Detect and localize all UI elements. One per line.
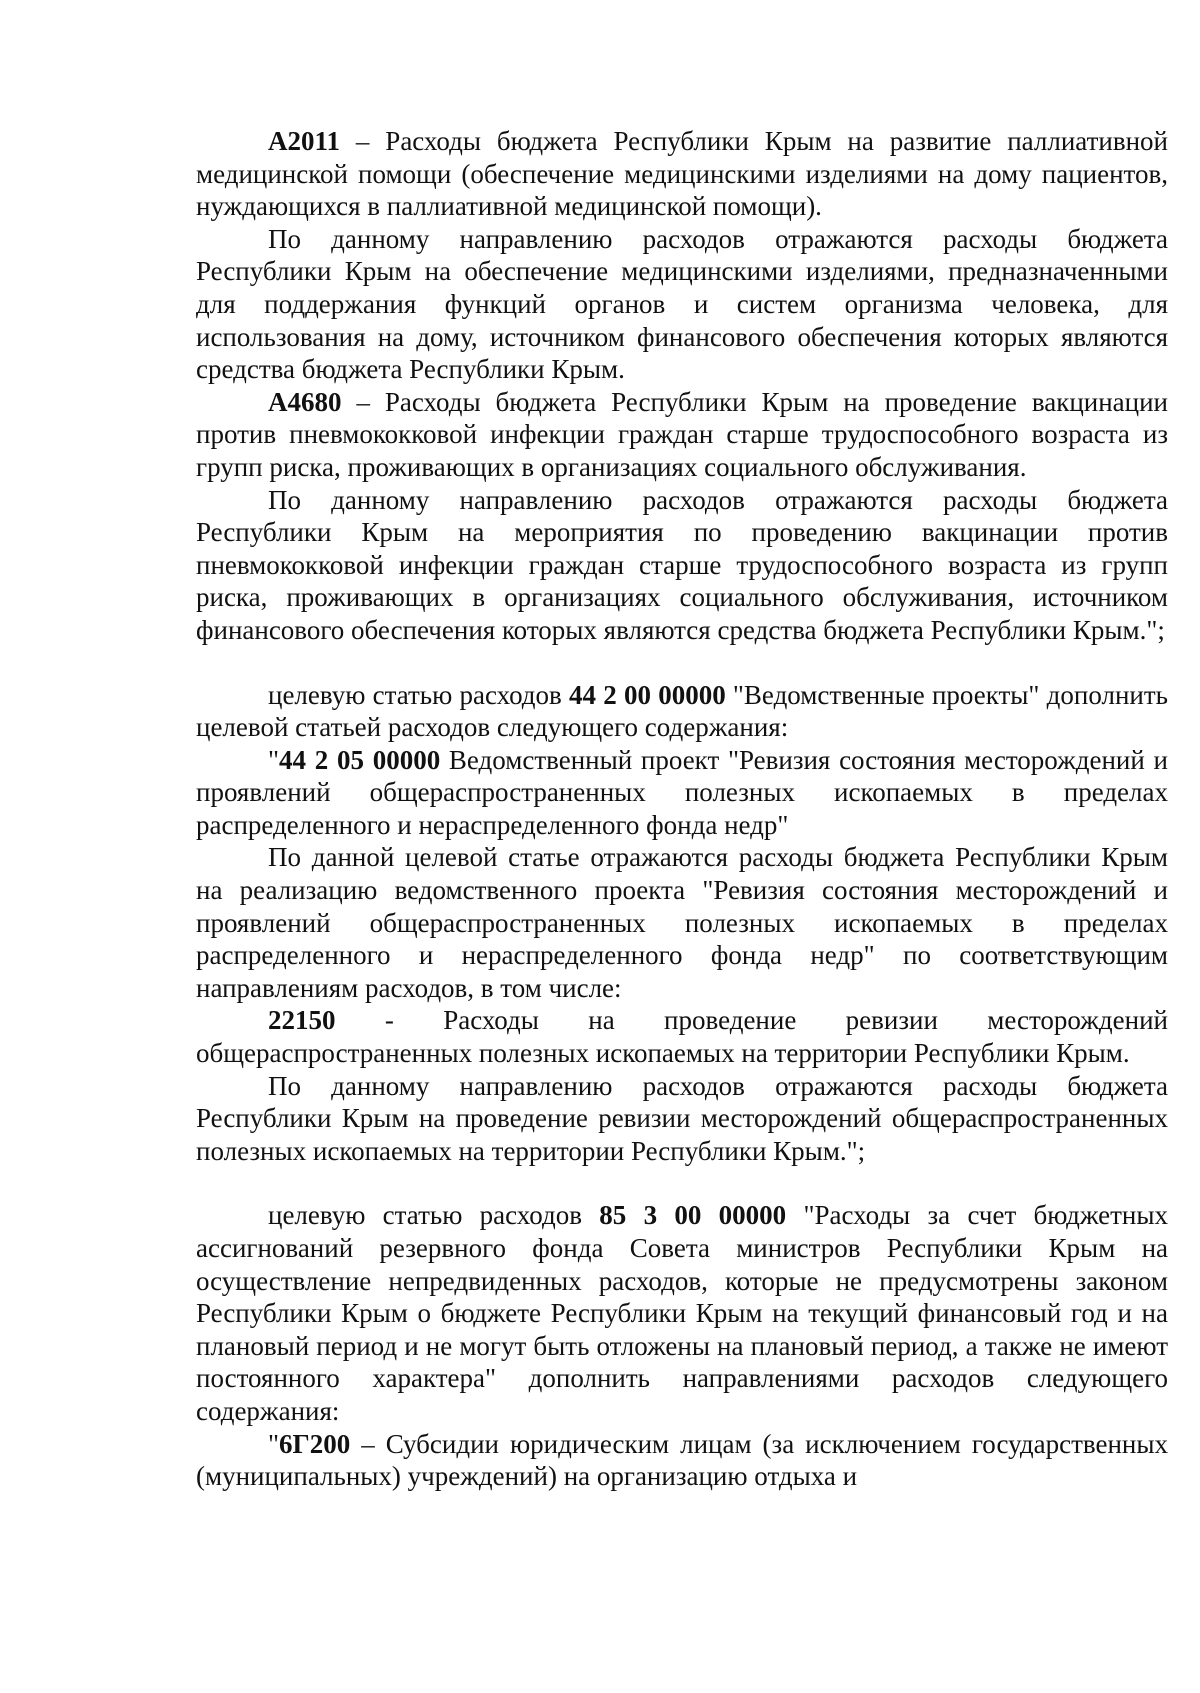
- paragraph-22150-description: [196, 1070, 1168, 1168]
- paragraph-target-442: [196, 679, 1168, 744]
- document-body: [196, 125, 1168, 1493]
- paragraph-prefix: ": [268, 1428, 280, 1459]
- paragraph-a2011-description: [196, 223, 1168, 386]
- paragraph-text: "Расходы за счет бюджетных ассигнований резервного фонда Совета министров Республики Крым на осуществление непредвиденных расходов, которые не предусмотрены законом Республики Крым о бюджете Республики Крым на текущий финансовый год и на плановый период и не могут быть отложены на плановый период, а также не имеют постоянного характера" дополнить направлениями расходов следующего содержания:: [196, 1200, 1168, 1426]
- paragraph-text: – Расходы бюджета Республики Крым на проведение вакцинации против пневмококковой инфекции граждан старше трудоспособного возраста из групп риска, проживающих в организациях социального обслуживания.: [196, 386, 1168, 482]
- paragraph-text: По данному направлению расходов отражаются расходы бюджета Республики Крым на мероприятия по проведению вакцинации против пневмококковой инфекции граждан старше трудоспособного возраста из групп риска, проживающих в организациях социального обслуживания, источником финансового обеспечения которых являются средства бюджета Республики Крым.";: [196, 484, 1168, 645]
- paragraph-text: "Ведомственные проекты" дополнить целевой статьей расходов следующего содержания:: [196, 679, 1168, 743]
- paragraph-text: – Субсидии юридическим лицам (за исключением государственных (муниципальных) учреждений) на организацию отдыха и: [196, 1428, 1168, 1492]
- paragraph-a4680: [196, 386, 1168, 484]
- paragraph-project-44205: [196, 744, 1168, 842]
- paragraph-prefix: целевую статью расходов: [268, 1200, 600, 1231]
- paragraph-gap: [196, 1167, 1168, 1199]
- expense-code: 44 2 00 00000: [569, 679, 726, 710]
- expense-code: 6Г200: [279, 1428, 351, 1459]
- paragraph-a4680-description: [196, 484, 1168, 647]
- paragraph-text: – Расходы бюджета Республики Крым на развитие паллиативной медицинской помощи (обеспечение медицинскими изделиями на дому пациентов, нуждающихся в паллиативной медицинской помощи).: [196, 126, 1168, 222]
- expense-code: А2011: [268, 126, 341, 156]
- expense-code: А4680: [268, 386, 342, 417]
- expense-code: 22150: [268, 1005, 336, 1036]
- paragraph-text: Ведомственный проект "Ревизия состояния месторождений и проявлений общераспространенных полезных ископаемых в пределах распределенного и нераспределенного фонда недр": [196, 744, 1168, 840]
- paragraph-prefix: ": [268, 744, 280, 775]
- paragraph-gap: [196, 647, 1168, 679]
- expense-code: 85 3 00 00000: [599, 1200, 787, 1231]
- paragraph-project-44205-description: [196, 841, 1168, 1004]
- paragraph-a2011: [196, 125, 1168, 223]
- paragraph-text: - Расходы на проведение ревизии месторождений общераспространенных полезных ископаемых на территории Республики Крым.: [196, 1005, 1168, 1069]
- paragraph-target-853: [196, 1199, 1168, 1427]
- paragraph-text: По данному направлению расходов отражаются расходы бюджета Республики Крым на проведение ревизии месторождений общераспространенных полезных ископаемых на территории Республики Крым.";: [196, 1070, 1168, 1166]
- paragraph-6g200: [196, 1428, 1168, 1493]
- paragraph-22150: [196, 1004, 1168, 1069]
- expense-code: 44 2 05 00000: [279, 744, 441, 775]
- paragraph-prefix: целевую статью расходов: [268, 679, 570, 710]
- paragraph-text: По данной целевой статье отражаются расходы бюджета Республики Крым на реализацию ведомственного проекта "Ревизия состояния месторождений и проявлений общераспространенных полезных ископаемых в пределах распределенного и нераспределенного фонда недр" по соответствующим направлениям расходов, в том числе:: [196, 842, 1168, 1003]
- paragraph-text: По данному направлению расходов отражаются расходы бюджета Республики Крым на обеспечение медицинскими изделиями, предназначенными для поддержания функций органов и систем организма человека, для использования на дому, источником финансового обеспечения которых являются средства бюджета Республики Крым.: [196, 223, 1168, 385]
